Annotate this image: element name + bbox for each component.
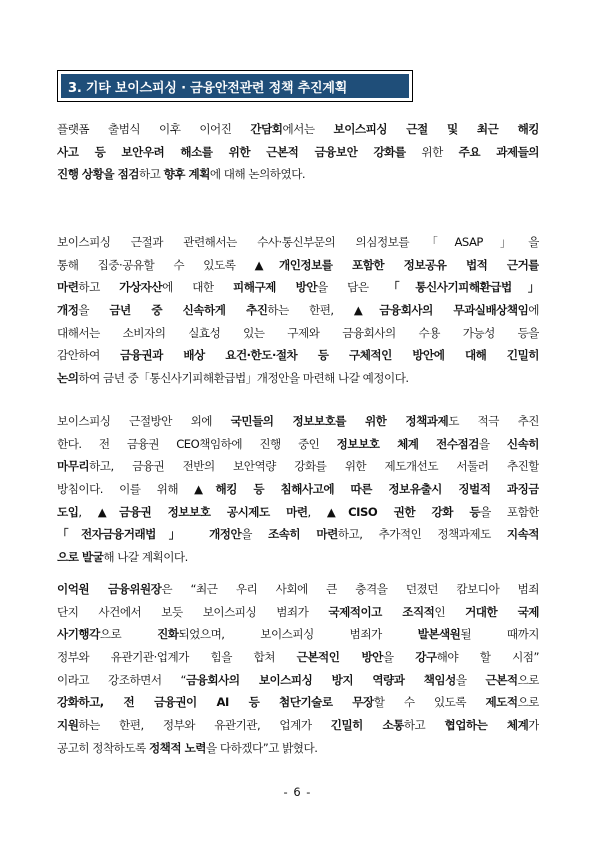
text-line	[57, 276, 539, 299]
text-line	[57, 163, 539, 186]
bold-text-segment: 협업하는 체계	[444, 718, 529, 733]
page-number: - 6 -	[283, 785, 312, 799]
bold-text-segment: 금년 중 신속하게 추진	[109, 303, 268, 318]
text-segment: 대해서는 소비자의 실효성 있는 구제와 금융회사의 수용 가능성 등을	[57, 325, 539, 340]
bold-text-segment: 근본적인 방안	[296, 650, 383, 665]
bold-text-segment: 사기행각	[57, 627, 100, 642]
bold-text-segment: 국민들의 정보보호를 위한 정책과제	[230, 414, 449, 428]
text-segment: 하여 금년 중「통신사기피해환급법」개정안을 마련해 나갈 예정이다.	[78, 371, 409, 386]
text-segment: 에	[528, 303, 539, 318]
bold-text-segment: 으로 발굴	[57, 550, 104, 565]
bold-text-segment: 지속적	[506, 527, 539, 542]
bold-text-segment: 근본적	[485, 672, 518, 687]
text-segment: 단지 사건에서 보듯 보이스피싱 범죄가	[57, 604, 329, 619]
text-line	[57, 367, 539, 390]
bold-text-segment: 강구	[415, 650, 437, 665]
paragraph-voice-phishing-measures	[57, 231, 539, 390]
text-line	[57, 141, 539, 164]
bold-text-segment: ▲개인정보를 포함한 정보공유 법적 근거를	[254, 257, 539, 272]
text-segment: 감안하여	[57, 348, 120, 363]
paragraph-platform-meeting	[57, 118, 539, 186]
text-segment: 을	[478, 436, 507, 451]
text-line	[57, 299, 539, 322]
text-line	[57, 231, 539, 254]
text-segment: 보이스피싱 근절방안 외에	[57, 414, 231, 428]
text-segment: 을	[241, 527, 268, 542]
section-heading-box	[57, 70, 413, 102]
text-segment: 될 때까지	[460, 627, 539, 642]
text-line	[57, 501, 539, 524]
paragraph-chairman-remarks	[57, 578, 539, 760]
text-line	[57, 623, 539, 646]
text-segment: 에서는	[282, 122, 334, 136]
text-line	[57, 118, 539, 141]
text-segment: 통해 집중·공유할 수 있도록	[57, 257, 255, 272]
bold-text-segment: 이억원 금융위원장	[57, 582, 162, 596]
text-segment: 을	[455, 672, 486, 687]
text-segment: 도 적극 추진	[448, 414, 539, 428]
text-line	[57, 546, 539, 569]
bold-text-segment: 도입	[57, 504, 79, 519]
section-heading: 3. 기타 보이스피싱 · 금융안전관련 정책 추진계획	[61, 74, 409, 98]
text-segment: 을	[78, 303, 110, 318]
bold-text-segment: 간담회	[250, 122, 283, 136]
text-segment: 에 대해 논의하였다.	[209, 167, 306, 182]
text-segment: 이라고 강조하면서 “	[57, 672, 187, 687]
bold-text-segment: 주요 과제들의	[458, 144, 539, 159]
bold-text-segment: 피해구제 방안	[233, 280, 318, 295]
bold-text-segment: 신속히	[506, 436, 539, 451]
text-segment: 에 대한	[162, 280, 234, 295]
text-segment: ,	[78, 504, 98, 519]
text-segment: 보이스피싱 근절과 관련해서는 수사·통신부문의 의심정보를「ASAP」을	[57, 235, 539, 249]
text-segment: 을	[382, 650, 416, 665]
text-segment: 으로	[99, 627, 158, 642]
text-line	[57, 523, 539, 546]
bold-text-segment: ▲해킹 등 침해사고에 따른 정보유출시 징벌적 과징금	[194, 482, 539, 497]
text-line	[57, 737, 539, 760]
text-segment: 을 포함한	[480, 504, 539, 519]
text-segment: 할 수 있도록	[373, 695, 486, 710]
bold-text-segment: 마무리	[57, 459, 90, 474]
text-segment: 되었으며, 보이스피싱 범죄가	[178, 627, 418, 642]
text-line	[57, 669, 539, 692]
bold-text-segment: 「전자금융거래법」 개정안	[57, 527, 242, 542]
bold-text-segment: 강화하고, 전 금융권이 AI 등 첨단기술로 무장	[57, 695, 374, 710]
text-line	[57, 646, 539, 669]
bold-text-segment: 거대한 국제	[465, 604, 539, 619]
bold-text-segment: 보이스피싱 근절 및 최근 해킹	[333, 122, 539, 136]
text-line	[57, 478, 539, 501]
bold-text-segment: 진행 상황을 점검	[57, 167, 139, 182]
bold-text-segment: 국제적이고 조직적	[328, 604, 435, 619]
text-segment: 위한	[405, 144, 459, 159]
text-line	[57, 601, 539, 624]
bold-text-segment: 사고 등 보안우려 해소를 위한 근본적 금융보안 강화를	[57, 144, 406, 159]
text-segment: 가	[528, 718, 539, 733]
bold-text-segment: 금융회사의 보이스피싱 방지 역량과 책임성	[186, 672, 456, 687]
text-line	[57, 433, 539, 456]
text-segment: 하는 한편, 정부와 유관기관, 업계가	[78, 718, 331, 733]
bold-text-segment: 진화	[157, 627, 179, 642]
text-segment: 해야 할 시점”	[436, 650, 539, 665]
text-line	[57, 578, 539, 601]
text-segment: 공고히 정착하도록	[57, 740, 149, 755]
bold-text-segment: 지원	[57, 718, 79, 733]
text-segment: 하고	[403, 718, 445, 733]
text-line	[57, 691, 539, 714]
text-segment: 하고, 추가적인 정책과제도	[337, 527, 507, 542]
bold-text-segment: 발본색원	[417, 627, 461, 642]
text-segment: 방침이다. 이를 위해	[57, 482, 195, 497]
text-segment: 하고	[78, 280, 120, 295]
text-segment: 해 나갈 계획이다.	[103, 550, 188, 565]
text-line	[57, 322, 539, 345]
text-segment: 을 다하겠다”고 밝혔다.	[206, 740, 318, 755]
bold-text-segment: 향후 계획	[163, 167, 210, 182]
text-segment: ,	[307, 504, 327, 519]
text-line	[57, 410, 539, 433]
text-line	[57, 344, 539, 367]
bold-text-segment: 논의	[57, 371, 79, 386]
text-segment: 으로	[517, 672, 539, 687]
bold-text-segment: ▲금융권 정보보호 공시제도 마련	[97, 504, 308, 519]
text-segment: 하고	[138, 167, 164, 182]
bold-text-segment: 정책적 노력	[148, 740, 207, 755]
text-segment: 으로	[517, 695, 539, 710]
text-segment: 인	[434, 604, 466, 619]
bold-text-segment: ▲금융회사의 무과실배상책임	[353, 303, 529, 318]
text-segment: 을 담은	[317, 280, 389, 295]
bold-text-segment: 개정	[57, 303, 79, 318]
paragraph-information-protection	[57, 410, 539, 569]
text-segment: 은 “최근 우리 사회에 큰 충격을 던졌던 캄보디아 범죄	[161, 582, 539, 596]
bold-text-segment: 정보보호 체계 전수점검	[336, 436, 479, 451]
bold-text-segment: 조속히 마련	[267, 527, 338, 542]
text-line	[57, 714, 539, 737]
bold-text-segment: 마련	[57, 280, 79, 295]
bold-text-segment: 제도적	[485, 695, 518, 710]
bold-text-segment: 가상자산	[119, 280, 163, 295]
bold-text-segment: 긴밀히 소통	[330, 718, 404, 733]
text-line	[57, 455, 539, 478]
text-segment: 하는 한편,	[267, 303, 354, 318]
text-segment: 플랫폼 출범식 이후 이어진	[57, 122, 251, 136]
bold-text-segment: ▲CISO 권한 강화 등	[326, 504, 481, 519]
bold-text-segment: 「통신사기피해환급법」	[388, 280, 539, 295]
text-segment: 정부와 유관기관·업계가 힘을 합쳐	[57, 650, 297, 665]
text-segment: 한다. 전 금융권 CEO책임하에 진행 중인	[57, 436, 337, 451]
bold-text-segment: 금융권과 배상 요건·한도·절차 등 구체적인 방안에 대해 긴밀히	[119, 348, 539, 363]
text-segment: 하고, 금융권 전반의 보안역량 강화를 위한 제도개선도 서둘러 추진할	[89, 459, 539, 474]
text-line	[57, 254, 539, 277]
